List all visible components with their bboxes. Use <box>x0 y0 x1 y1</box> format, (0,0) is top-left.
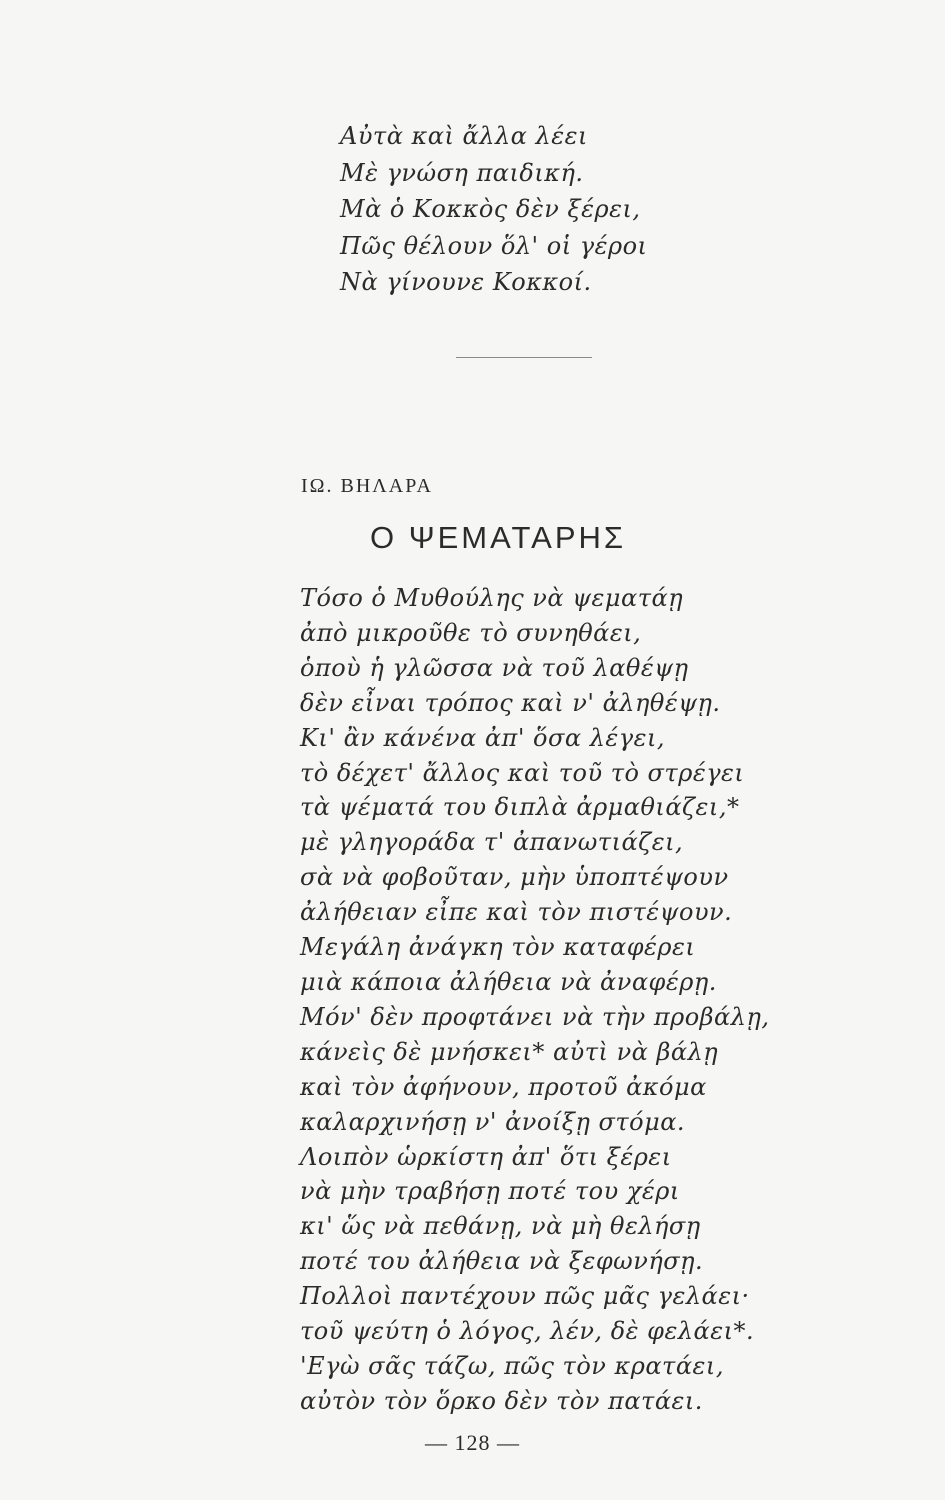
verse-line: κάνεὶς δὲ μνήσκει* αὐτὶ νὰ βάλῃ <box>300 1037 719 1066</box>
verse-line: νὰ μὴν τραβήσῃ ποτέ του χέρι <box>300 1177 680 1206</box>
verse-line: Μὲ γνώση παιδική. <box>340 158 584 187</box>
verse-line: μιὰ κάποια ἀλήθεια νὰ ἀναφέρῃ. <box>300 967 717 996</box>
verse-line: τοῦ ψεύτη ὁ λόγος, λέν, δὲ φελάει*. <box>300 1317 755 1346</box>
verse-line: ποτέ του ἀλήθεια νὰ ξεφωνήσῃ. <box>300 1247 704 1276</box>
verse-line: ἀλήθειαν εἶπε καὶ τὸν πιστέψουν. <box>300 898 733 927</box>
verse-line: Αὐτὰ καὶ ἄλλα λέει <box>340 122 588 150</box>
verse-line: Πῶς θέλουν ὅλ' οἱ γέροι <box>340 231 648 260</box>
verse-line: Μεγάλη ἀνάγκη τὸν καταφέρει <box>300 933 696 962</box>
verse-line: καὶ τὸν ἀφήνουν, προτοῦ ἀκόμα <box>300 1072 707 1101</box>
page-number: — 128 — <box>425 1430 520 1455</box>
verse-line: κι' ὥς νὰ πεθάνῃ, νὰ μὴ θελήσῃ <box>300 1212 701 1241</box>
poem-body <box>300 581 769 1419</box>
top-stanza <box>340 118 647 301</box>
verse-line: σὰ νὰ φοβοῦταν, μὴν ὑποπτέψουν <box>300 863 729 892</box>
verse-line: ὁποὺ ἡ γλῶσσα νὰ τοῦ λαθέψῃ <box>300 653 689 682</box>
poem-title: Ο ΨΕΜΑΤΑΡΗΣ <box>370 520 627 555</box>
verse-line: δὲν εἶναι τρόπος καὶ ν' ἀληθέψῃ. <box>300 688 721 717</box>
verse-line: Μὰ ὁ Κοκκὸς δὲν ξέρει, <box>340 195 641 223</box>
verse-line: τὸ δέχετ' ἄλλος καὶ τοῦ τὸ στρέγει <box>300 758 745 787</box>
verse-line: Κι' ἂν κάνένα ἀπ' ὅσα λέγει, <box>300 723 666 752</box>
verse-line: Μόν' δὲν προφτάνει νὰ τὴν προβάλῃ, <box>300 1002 770 1031</box>
verse-line: ἀπὸ μικροῦθε τὸ συνηθάει, <box>300 618 642 647</box>
verse-line: τὰ ψέματά του διπλὰ ἀρμαθιάζει,* <box>300 793 740 822</box>
verse-line: 'Εγὼ σᾶς τάζω, πῶς τὸν κρατάει, <box>300 1351 724 1380</box>
verse-line: μὲ γληγοράδα τ' ἀπανωτιάζει, <box>300 828 684 857</box>
verse-line: αὐτὸν τὸν ὅρκο δὲν τὸν πατάει. <box>300 1386 703 1415</box>
author-name: ΙΩ. ΒΗΛΑΡΑ <box>301 475 434 497</box>
verse-line: Νὰ γίνουνε Κοκκοί. <box>340 268 592 296</box>
verse-line: καλαρχινήσῃ ν' ἀνοίξῃ στόμα. <box>300 1107 686 1136</box>
section-divider <box>456 357 592 358</box>
verse-line: Τόσο ὁ Μυθούλης νὰ ψεματάῃ <box>300 584 684 612</box>
verse-line: Πολλοὶ παντέχουν πῶς μᾶς γελάει· <box>300 1282 750 1311</box>
verse-line: Λοιπὸν ὡρκίστη ἀπ' ὅτι ξέρει <box>300 1142 672 1171</box>
